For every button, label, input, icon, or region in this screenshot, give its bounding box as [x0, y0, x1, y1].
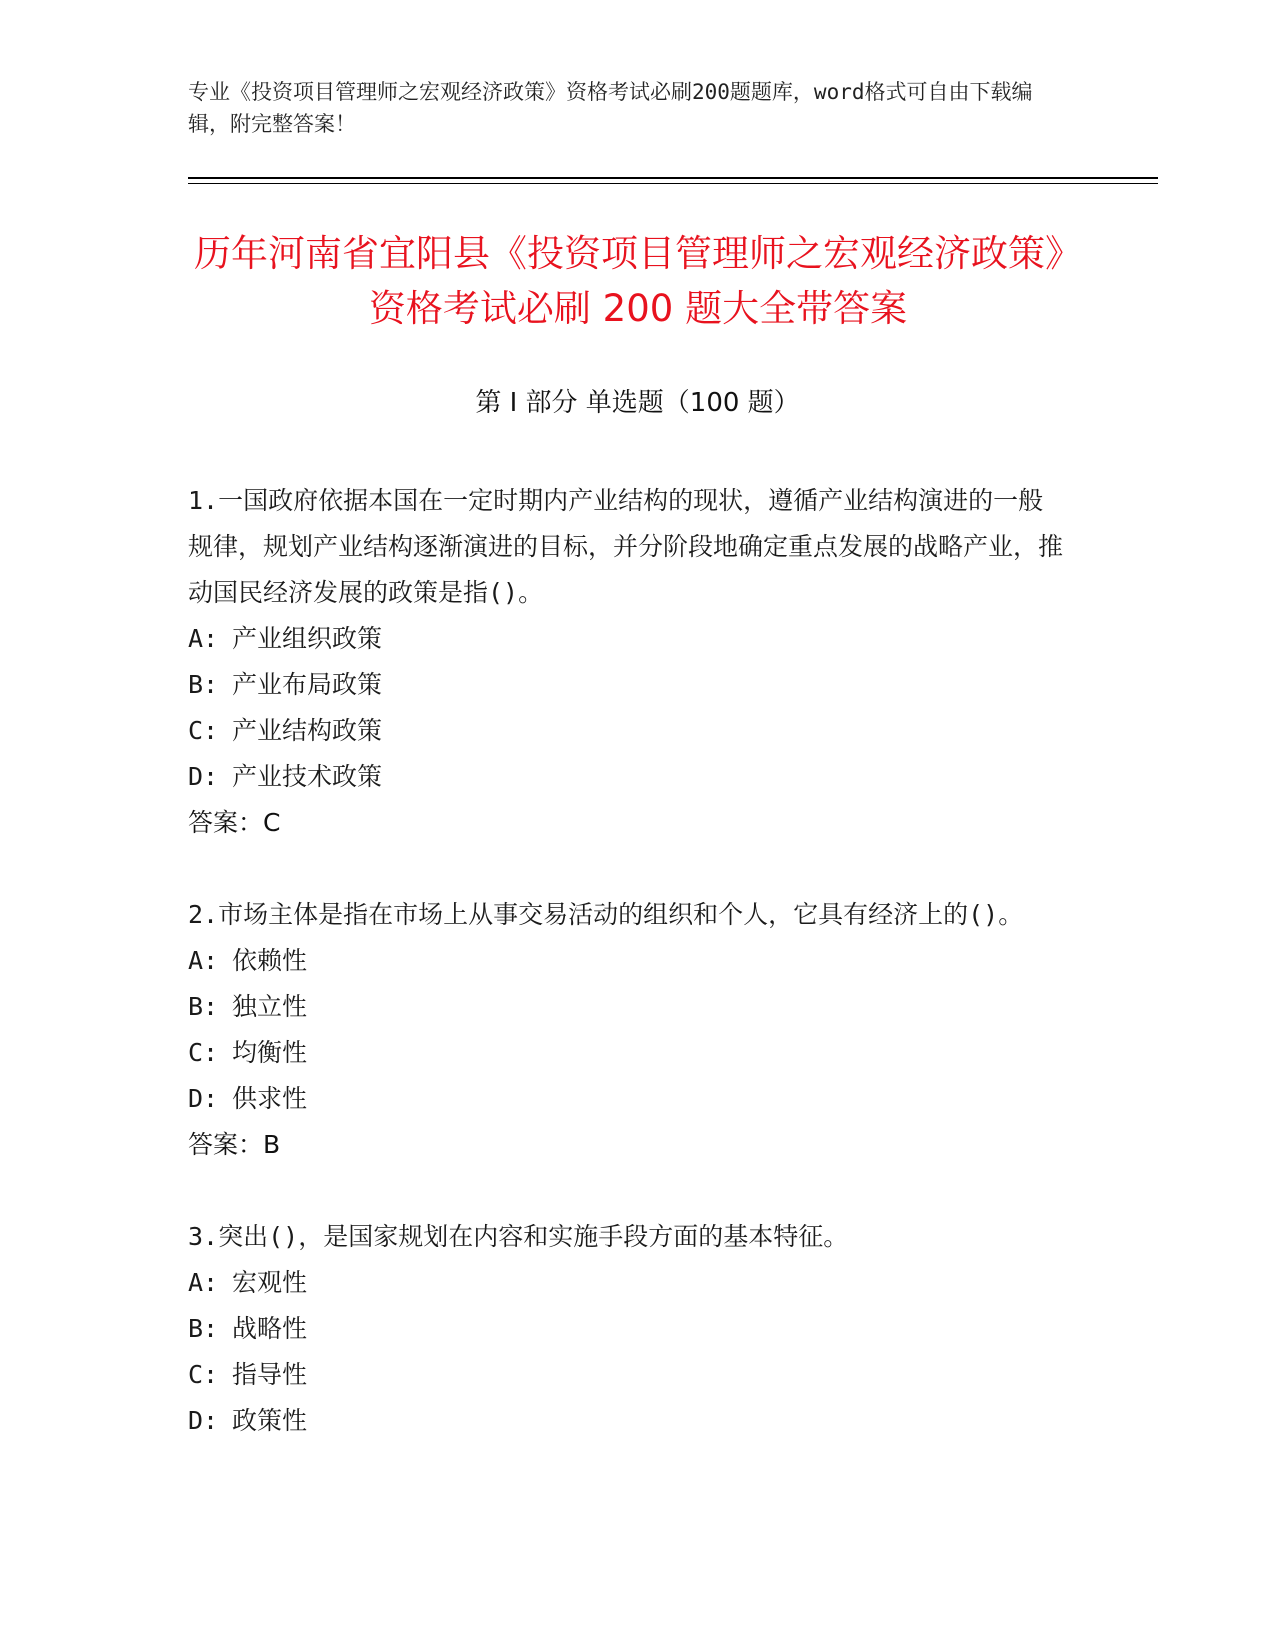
option-letter: A: [188, 1268, 219, 1297]
question-text: 2.市场主体是指在市场上从事交易活动的组织和个人，它具有经济上的()。 [188, 900, 1024, 929]
option-text: 政策性 [232, 1406, 308, 1435]
option-letter: C: [188, 1360, 219, 1389]
document-title: 历年河南省宜阳县《投资项目管理师之宏观经济政策》资格考试必刷 200 题大全带答案 [194, 232, 1082, 330]
header-divider-thick [188, 177, 1158, 179]
option-row [188, 1398, 1068, 1444]
question-item [188, 1214, 1068, 1444]
answer-line: 答案：C [188, 808, 281, 837]
option-letter: D: [188, 1084, 219, 1113]
option-row [188, 938, 1068, 984]
answer-line: 答案：B [188, 1130, 281, 1159]
option-letter: D: [188, 1406, 219, 1435]
option-row [188, 754, 1068, 800]
option-row [188, 662, 1068, 708]
question-item [188, 892, 1068, 1168]
option-letter: A: [188, 946, 219, 975]
option-text: 产业技术政策 [232, 762, 383, 791]
option-text: 依赖性 [232, 946, 308, 975]
option-text: 产业布局政策 [232, 670, 383, 699]
option-text: 战略性 [232, 1314, 308, 1343]
option-row [188, 708, 1068, 754]
option-text: 产业组织政策 [232, 624, 383, 653]
option-text: 产业结构政策 [232, 716, 383, 745]
section-heading: 第 I 部分 单选题（100 题） [475, 388, 800, 418]
option-letter: B: [188, 992, 219, 1021]
option-row [188, 1306, 1068, 1352]
option-row [188, 984, 1068, 1030]
option-row [188, 1352, 1068, 1398]
option-text: 供求性 [232, 1084, 308, 1113]
option-letter: A: [188, 624, 219, 653]
option-row [188, 1030, 1068, 1076]
option-letter: B: [188, 670, 219, 699]
question-text: 1.一国政府依据本国在一定时期内产业结构的现状，遵循产业结构演进的一般规律，规划产业结构逐渐演进的目标，并分阶段地确定重点发展的战略产业，推动国民经济发展的政策是指()。 [188, 486, 1064, 607]
option-letter: C: [188, 1038, 219, 1067]
option-row [188, 1076, 1068, 1122]
option-letter: D: [188, 762, 219, 791]
question-list [188, 478, 1068, 1490]
option-text: 宏观性 [232, 1268, 308, 1297]
option-text: 独立性 [232, 992, 308, 1021]
option-row [188, 616, 1068, 662]
question-text: 3.突出()，是国家规划在内容和实施手段方面的基本特征。 [188, 1222, 849, 1251]
option-text: 指导性 [232, 1360, 308, 1389]
option-letter: C: [188, 716, 219, 745]
option-letter: B: [188, 1314, 219, 1343]
option-row [188, 1260, 1068, 1306]
header-divider-thin [188, 183, 1158, 184]
option-text: 均衡性 [232, 1038, 308, 1067]
header-note: 专业《投资项目管理师之宏观经济政策》资格考试必刷200题题库，word格式可自由下载编辑，附完整答案！ [188, 80, 1033, 136]
question-item [188, 478, 1068, 846]
